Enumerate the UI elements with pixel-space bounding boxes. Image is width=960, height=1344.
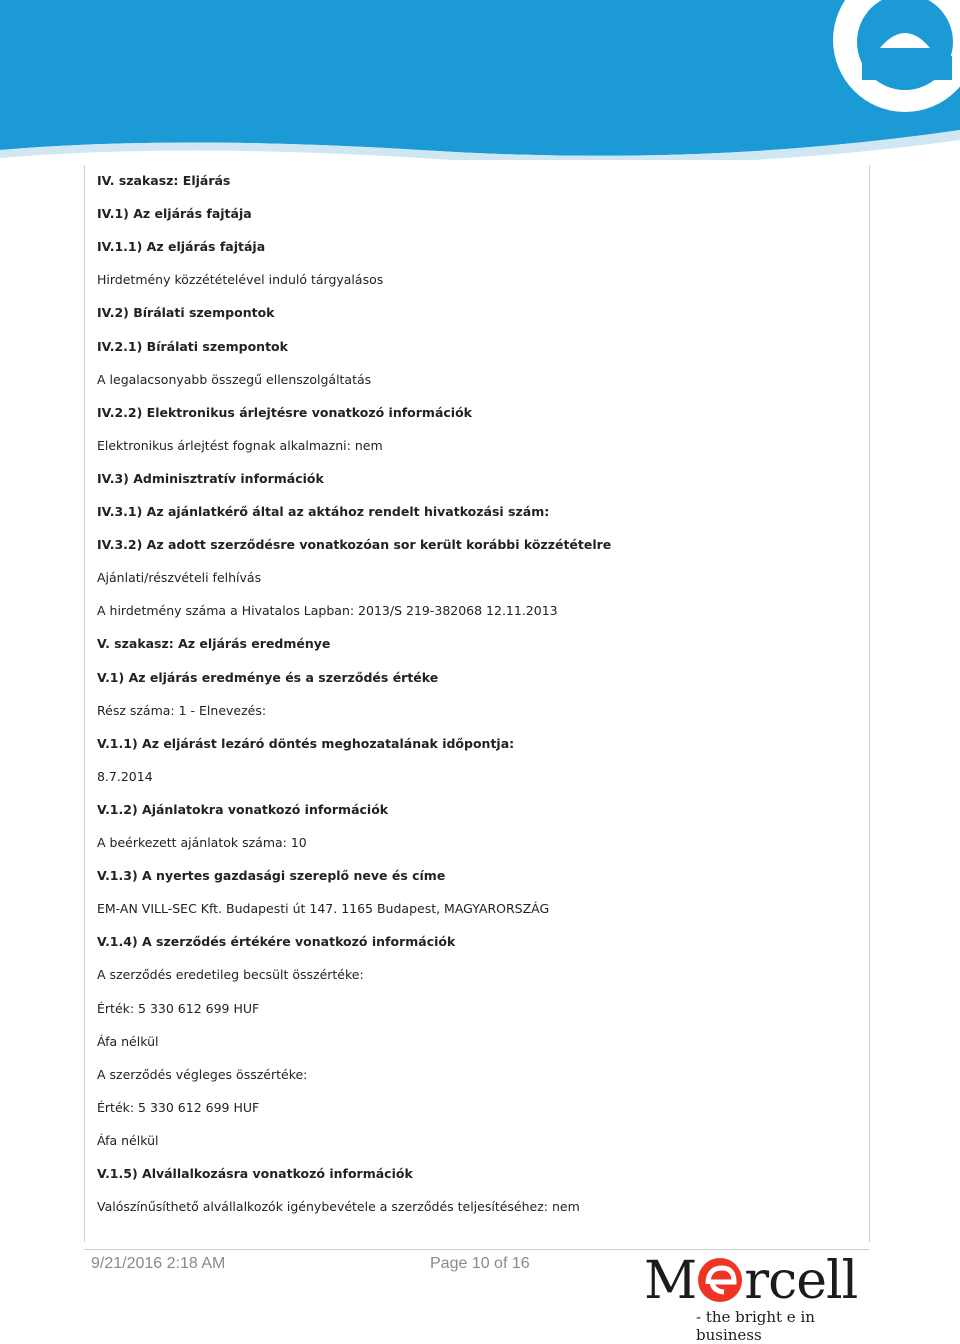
- section-heading: IV.3.1) Az ajánlatkérő által az aktához rendelt hivatkozási szám:: [97, 504, 550, 519]
- body-text: Valószínűsíthető alvállalkozók igénybevétele a szerződés teljesítéséhez: nem: [97, 1199, 580, 1215]
- logo-wordmark: [644, 1250, 857, 1312]
- section-heading: IV.2.1) Bírálati szempontok: [97, 338, 288, 354]
- section-heading: IV.3.2) Az adott szerződésre vonatkozóan sor került korábbi közzétételre: [97, 537, 612, 553]
- body-text: A szerződés végleges összértéke:: [97, 1066, 308, 1082]
- section-heading: V. szakasz: Az eljárás eredménye: [97, 636, 331, 652]
- body-text: Elektronikus árlejtést fognak alkalmazni: nem: [97, 437, 383, 453]
- footer-page-number: Page 10 of 16: [430, 1255, 530, 1272]
- logo-tagline: - the bright e in business: [696, 1308, 815, 1344]
- body-text: Hirdetmény közzétételével induló tárgyalásos: [97, 272, 384, 288]
- logo-word-right: rcell: [744, 1251, 858, 1311]
- section-heading: IV. szakasz: Eljárás: [97, 173, 231, 188]
- body-text: Érték: 5 330 612 699 HUF: [97, 1000, 260, 1016]
- body-text: A beérkezett ajánlatok száma: 10: [97, 835, 307, 850]
- body-text: Ajánlati/részvételi felhívás: [97, 570, 262, 586]
- section-heading: V.1.3) A nyertes gazdasági szereplő neve és címe: [97, 868, 446, 884]
- section-heading: V.1) Az eljárás eredménye és a szerződés értéke: [97, 669, 439, 685]
- marcell-logo: [640, 1250, 870, 1344]
- footer-date: 9/21/2016 2:18 AM: [91, 1255, 226, 1272]
- body-text: Érték: 5 330 612 699 HUF: [97, 1099, 260, 1115]
- section-heading: IV.1.1) Az eljárás fajtája: [97, 239, 266, 255]
- section-heading: V.1.4) A szerződés értékére vonatkozó információk: [97, 934, 456, 950]
- body-text: A legalacsonyabb összegű ellenszolgáltatás: [97, 371, 372, 387]
- section-heading: IV.3) Adminisztratív információk: [97, 470, 324, 486]
- body-text: 8.7.2014: [97, 768, 153, 784]
- body-text: A szerződés eredetileg becsült összértéke:: [97, 967, 364, 983]
- logo-word-left: M: [644, 1251, 697, 1311]
- body-text: Áfa nélkül: [97, 1132, 159, 1148]
- logo-e-icon: [698, 1258, 742, 1302]
- body-text: EM-AN VILL-SEC Kft. Budapesti út 147. 1165 Budapest, MAGYARORSZÁG: [97, 901, 550, 917]
- header-banner: [0, 0, 960, 160]
- section-heading: IV.2) Bírálati szempontok: [97, 305, 275, 321]
- section-heading: V.1.2) Ajánlatokra vonatkozó információk: [97, 801, 389, 817]
- section-heading: IV.2.2) Elektronikus árlejtésre vonatkozó információk: [97, 404, 472, 420]
- section-heading: V.1.5) Alvállalkozásra vonatkozó információk: [97, 1166, 413, 1181]
- section-heading: IV.1) Az eljárás fajtája: [97, 206, 252, 222]
- section-heading: V.1.1) Az eljárást lezáró döntés meghozatalának időpontja:: [97, 735, 515, 751]
- body-text: Áfa nélkül: [97, 1033, 159, 1049]
- body-text: Rész száma: 1 - Elnevezés:: [97, 702, 267, 718]
- body-text: A hirdetmény száma a Hivatalos Lapban: 2013/S 219-382068 12.11.2013: [97, 603, 558, 619]
- header-wave: [0, 0, 960, 160]
